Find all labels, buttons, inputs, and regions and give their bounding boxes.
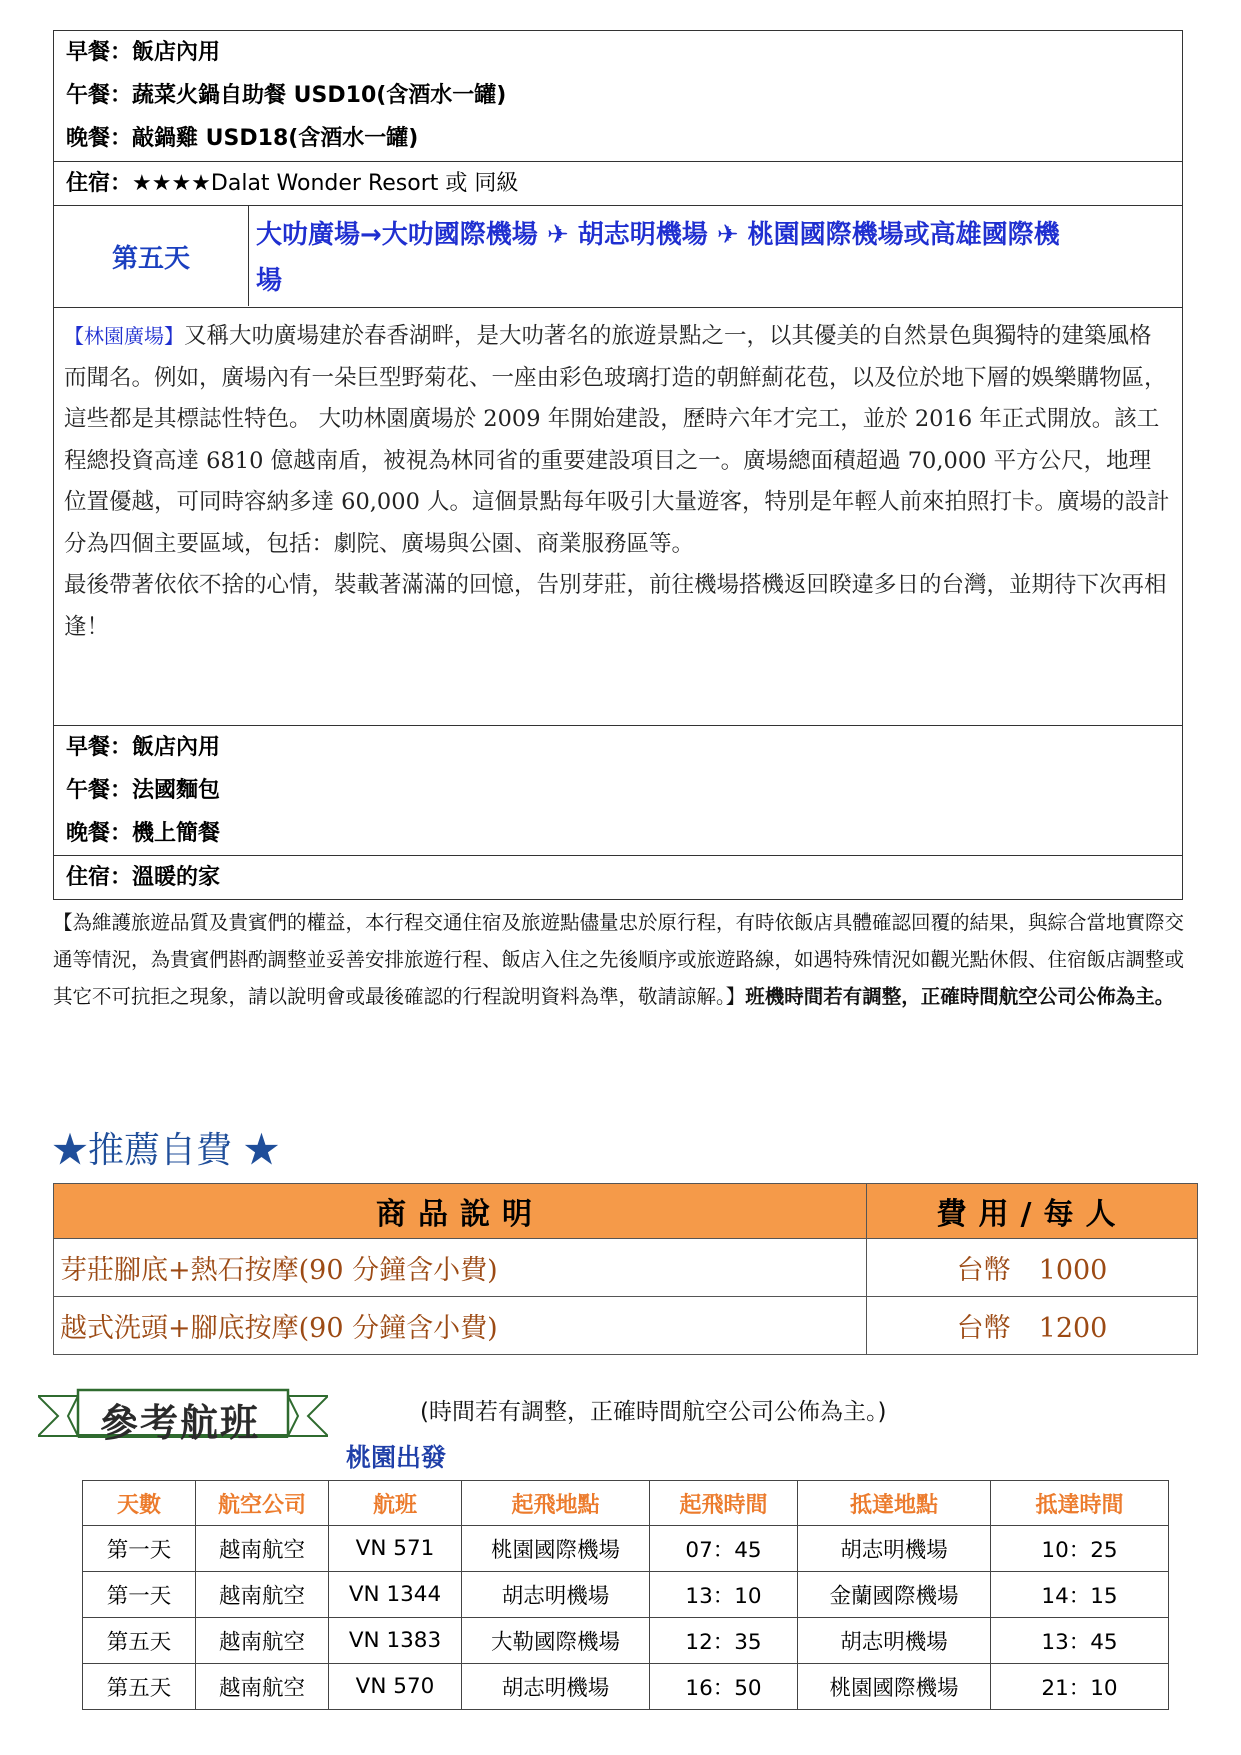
day5-meals	[53, 726, 1183, 900]
day4-stay	[53, 162, 1183, 206]
route-segment: 場	[256, 266, 283, 296]
day5-description	[53, 308, 1183, 726]
cell-flight: VN 570	[329, 1664, 462, 1710]
attraction-tag: 【林園廣場】	[64, 324, 184, 348]
cell-dep-time: 07：45	[650, 1526, 798, 1572]
cell-from: 大勒國際機場	[462, 1618, 650, 1664]
cell-to: 金蘭國際機場	[798, 1572, 991, 1618]
flight-row	[83, 1572, 1169, 1618]
plane-icon: ✈	[716, 220, 739, 250]
cell-from: 胡志明機場	[462, 1572, 650, 1618]
cell-from: 胡志明機場	[462, 1664, 650, 1710]
col-flight: 航班	[329, 1481, 462, 1526]
cell-flight: VN 571	[329, 1526, 462, 1572]
day4-meals	[53, 30, 1183, 162]
flight-note: (時間若有調整，正確時間航空公司公佈為主。)	[420, 1399, 887, 1425]
col-airline: 航空公司	[196, 1481, 329, 1526]
cell-airline: 越南航空	[196, 1526, 329, 1572]
col-dep-time: 起飛時間	[650, 1481, 798, 1526]
description-text: 又稱大叻廣場建於春香湖畔，是大叻著名的旅遊景點之一，以其優美的自然景色與獨特的建築風格而聞名。例如，廣場內有一朵巨型野菊花、一座由彩色玻璃打造的朝鮮薊花苞，以及位於地下層的娛樂購物區，這些都是其標誌性特色。 大叻林園廣場於 2009 年開始建設，歷時六年才完工，並於 2016 年正式開放。該工程總投資高達 6810 億越南盾，被視為林同省的重要建設項目之一。廣場總面積超過 70,000 平方公尺，地理位置優越，可同時容納多達 60,000 人。這個景點每年吸引大量遊客，特別是年輕人前來拍照打卡。廣場的設計分為四個主要區域，包括：劇院、廣場與公園、商業服務區等。	[64, 323, 1170, 557]
breakfast-line: 早餐：飯店內用	[66, 735, 221, 760]
flights-banner-text: 參考航班	[100, 1401, 261, 1445]
price-value: 1000	[1038, 1255, 1108, 1286]
cell-dep-time: 13：10	[650, 1572, 798, 1618]
fee-item-price	[867, 1297, 1198, 1355]
header-price: 費用/每人	[867, 1184, 1198, 1239]
stay-line: 住宿：溫暖的家	[54, 855, 1182, 898]
fee-row	[54, 1297, 1198, 1355]
farewell-text: 最後帶著依依不捨的心情，裝載著滿滿的回憶，告別芽莊，前往機場搭機返回睽違多日的台灣，並期待下次再相逢！	[64, 572, 1167, 640]
cell-airline: 越南航空	[196, 1572, 329, 1618]
cell-dep-time: 16：50	[650, 1664, 798, 1710]
cell-day: 第五天	[83, 1664, 196, 1710]
col-day: 天數	[83, 1481, 196, 1526]
cell-arr-time: 14：15	[991, 1572, 1169, 1618]
lunch-line: 午餐：法國麵包	[66, 778, 221, 803]
price-value: 1200	[1038, 1313, 1108, 1344]
cell-dep-time: 12：35	[650, 1618, 798, 1664]
col-to: 抵達地點	[798, 1481, 991, 1526]
day-label: 第五天	[54, 206, 249, 306]
fee-header-row	[54, 1184, 1198, 1239]
flight-header-row	[83, 1481, 1169, 1526]
cell-airline: 越南航空	[196, 1664, 329, 1710]
cell-arr-time: 21：10	[991, 1664, 1169, 1710]
route-segment: 桃園國際機場或高雄國際機	[747, 220, 1060, 250]
cell-day: 第五天	[83, 1618, 196, 1664]
cell-airline: 越南航空	[196, 1618, 329, 1664]
cell-flight: VN 1344	[329, 1572, 462, 1618]
route-segment: 胡志明機場	[577, 220, 708, 250]
cell-to: 桃園國際機場	[798, 1664, 991, 1710]
dinner-line: 晚餐：敲鍋雞 USD18(含酒水一罐)	[66, 126, 419, 151]
cell-arr-time: 10：25	[991, 1526, 1169, 1572]
fee-item-name: 芽莊腳底+熱石按摩(90 分鐘含小費)	[54, 1239, 867, 1297]
itinerary-notice	[53, 904, 1198, 1015]
fee-table	[53, 1183, 1198, 1355]
flight-row	[83, 1618, 1169, 1664]
cell-day: 第一天	[83, 1572, 196, 1618]
col-arr-time: 抵達時間	[991, 1481, 1169, 1526]
fee-item-name: 越式洗頭+腳底按摩(90 分鐘含小費)	[54, 1297, 867, 1355]
day5-header	[53, 206, 1183, 308]
breakfast-line: 早餐：飯店內用	[66, 40, 221, 65]
route-segment: 大叻廣場→大叻國際機場	[256, 220, 538, 250]
fee-row	[54, 1239, 1198, 1297]
stay-label: 住宿：	[66, 171, 133, 196]
cell-from: 桃園國際機場	[462, 1526, 650, 1572]
day-route	[256, 212, 1176, 304]
departure-label: 桃園出發	[346, 1443, 447, 1472]
flight-row	[83, 1526, 1169, 1572]
col-from: 起飛地點	[462, 1481, 650, 1526]
flight-row	[83, 1664, 1169, 1710]
flight-table	[82, 1480, 1169, 1710]
fee-item-price	[867, 1239, 1198, 1297]
cell-to: 胡志明機場	[798, 1526, 991, 1572]
dinner-line: 晚餐：機上簡餐	[66, 821, 221, 846]
header-item: 商品說明	[54, 1184, 867, 1239]
notice-bold: 班機時間若有調整，正確時間航空公司公佈為主。	[745, 985, 1175, 1008]
plane-icon: ✈	[546, 220, 569, 250]
currency: 台幣	[956, 1313, 1011, 1344]
cell-day: 第一天	[83, 1526, 196, 1572]
recommend-title: ★推薦自費 ★	[52, 1130, 280, 1171]
stay-hotel: ★★★★Dalat Wonder Resort 或 同級	[132, 171, 519, 196]
cell-flight: VN 1383	[329, 1618, 462, 1664]
currency: 台幣	[956, 1255, 1011, 1286]
notice-text: 【為維護旅遊品質及貴賓們的權益，本行程交通住宿及旅遊點儘量忠於原行程，有時依飯店具體確認回覆的結果，與綜合當地實際交通等情況，為貴賓們斟酌調整並妥善安排旅遊行程、飯店入住之先後順序或旅遊路線，如遇特殊情況如觀光點休假、住宿飯店調整或其它不可抗拒之現象，請以說明會或最後確認的行程說明資料為準，敬請諒解。】	[53, 911, 1185, 1008]
lunch-line: 午餐：蔬菜火鍋自助餐 USD10(含酒水一罐)	[66, 83, 507, 108]
cell-arr-time: 13：45	[991, 1618, 1169, 1664]
cell-to: 胡志明機場	[798, 1618, 991, 1664]
